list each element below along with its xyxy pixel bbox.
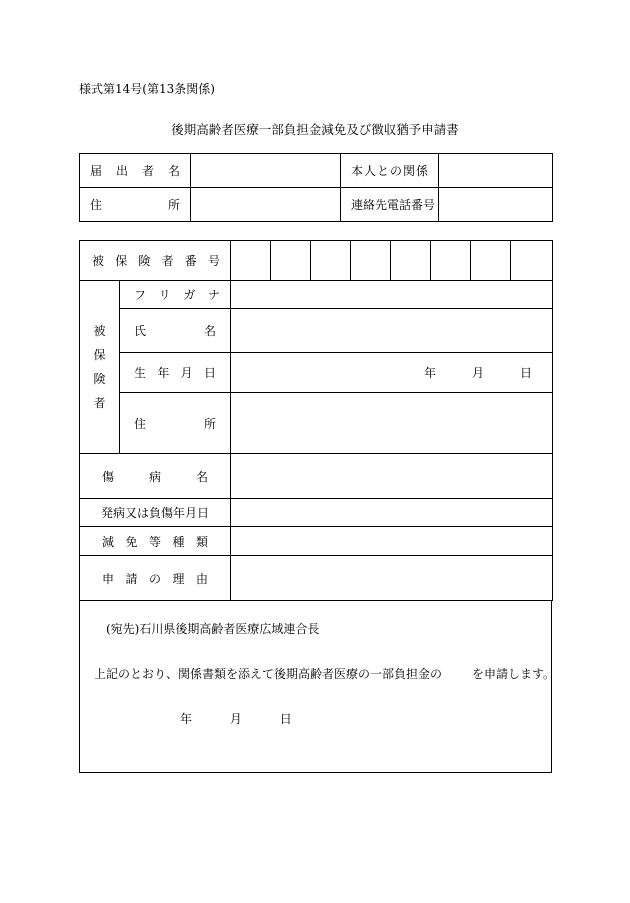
disease-label bbox=[80, 454, 231, 499]
reason-field[interactable] bbox=[231, 556, 553, 601]
notifier-table bbox=[79, 153, 553, 222]
insured-number-digit[interactable] bbox=[351, 241, 391, 281]
month-unit: 月 bbox=[471, 366, 484, 380]
insured-number-digit[interactable] bbox=[391, 241, 431, 281]
label-char: 険 bbox=[138, 254, 151, 268]
label-char: 類 bbox=[195, 534, 208, 549]
statement-after: を申請します。 bbox=[472, 667, 556, 681]
label-char: 申 bbox=[102, 571, 115, 586]
birthdate-label bbox=[120, 353, 231, 393]
insured-number-digit[interactable] bbox=[311, 241, 351, 281]
form-number: 様式第14号(第13条関係) bbox=[79, 82, 215, 96]
label-char: 病 bbox=[148, 469, 161, 484]
label-char: ナ bbox=[207, 288, 220, 302]
notifier-name-label bbox=[80, 154, 191, 188]
day-unit: 日 bbox=[279, 712, 292, 726]
label-char: 号 bbox=[207, 254, 220, 268]
reduction-type-label bbox=[80, 527, 231, 556]
label-char: 者 bbox=[93, 396, 106, 410]
label-char: 日 bbox=[203, 366, 216, 380]
insured-table bbox=[79, 240, 553, 601]
reason-label bbox=[80, 556, 231, 601]
label-char: 険 bbox=[93, 372, 106, 386]
relation-field[interactable] bbox=[439, 154, 553, 188]
furigana-field[interactable] bbox=[231, 281, 553, 309]
label-char: 名 bbox=[203, 324, 216, 338]
label-char: ガ bbox=[183, 288, 196, 302]
label-char: 名 bbox=[195, 469, 208, 484]
label-char: 由 bbox=[195, 571, 208, 586]
phone-field[interactable] bbox=[439, 188, 553, 222]
label-char: 住 bbox=[90, 198, 103, 212]
day-unit: 日 bbox=[519, 366, 532, 380]
label-char: 減 bbox=[102, 534, 115, 549]
insured-number-digit[interactable] bbox=[431, 241, 471, 281]
notifier-address-label bbox=[80, 188, 191, 222]
relation-label: 本人との関係 bbox=[341, 154, 439, 188]
label-char: 所 bbox=[167, 198, 180, 212]
declaration-statement bbox=[94, 665, 555, 682]
insured-number-label bbox=[80, 241, 231, 281]
label-char: 者 bbox=[141, 164, 154, 178]
notifier-address-field[interactable] bbox=[191, 188, 341, 222]
label-char: 名 bbox=[167, 164, 180, 178]
label-char: 届 bbox=[90, 164, 103, 178]
year-unit: 年 bbox=[180, 712, 193, 726]
label-char: 氏 bbox=[134, 324, 147, 338]
insured-group-label bbox=[80, 281, 120, 454]
month-unit: 月 bbox=[229, 712, 242, 726]
label-char: 理 bbox=[172, 571, 185, 586]
label-char: 生 bbox=[134, 366, 147, 380]
label-char: 傷 bbox=[102, 469, 115, 484]
onset-date-field[interactable] bbox=[231, 499, 553, 527]
label-char: 住 bbox=[134, 416, 147, 431]
label-char: 被 bbox=[93, 324, 106, 338]
label-char: 月 bbox=[180, 366, 193, 380]
label-char: 番 bbox=[184, 254, 197, 268]
insured-address-field[interactable] bbox=[231, 393, 553, 454]
insured-name-label bbox=[120, 309, 231, 353]
statement-before: 上記のとおり、関係書類を添えて後期高齢者医療の一部負担金の bbox=[94, 667, 443, 681]
label-char: 保 bbox=[93, 348, 106, 362]
phone-label: 連絡先電話番号 bbox=[341, 188, 439, 222]
label-char: 保 bbox=[115, 254, 128, 268]
label-char: の bbox=[148, 571, 161, 586]
declaration-box bbox=[79, 600, 556, 773]
label-char: 出 bbox=[115, 164, 128, 178]
label-char: 年 bbox=[157, 366, 170, 380]
insured-address-label bbox=[120, 393, 231, 454]
addressee: (宛先)石川県後期高齢者医療広域連合長 bbox=[106, 622, 320, 636]
insured-number-digit[interactable] bbox=[231, 241, 271, 281]
year-unit: 年 bbox=[423, 366, 436, 380]
insured-number-digit[interactable] bbox=[511, 241, 553, 281]
label-char: 免 bbox=[125, 534, 138, 549]
birthdate-field[interactable] bbox=[231, 353, 553, 393]
label-char: リ bbox=[158, 288, 171, 302]
notifier-name-field[interactable] bbox=[191, 154, 341, 188]
insured-number-digit[interactable] bbox=[471, 241, 511, 281]
label-char: 所 bbox=[203, 416, 216, 431]
application-date bbox=[180, 710, 326, 727]
label-char: 請 bbox=[125, 571, 138, 586]
insured-number-digit[interactable] bbox=[271, 241, 311, 281]
document-title: 後期高齢者医療一部負担金減免及び徴収猶予申請書 bbox=[171, 122, 459, 137]
label-char: 者 bbox=[161, 254, 174, 268]
label-char: 種 bbox=[172, 534, 185, 549]
label-char: 等 bbox=[148, 534, 161, 549]
reduction-type-field[interactable] bbox=[231, 527, 553, 556]
furigana-label bbox=[120, 281, 231, 309]
label-char: フ bbox=[134, 288, 147, 302]
onset-date-label: 発病又は負傷年月日 bbox=[80, 499, 231, 527]
label-char: 被 bbox=[92, 254, 105, 268]
insured-name-field[interactable] bbox=[231, 309, 553, 353]
disease-field[interactable] bbox=[231, 454, 553, 499]
